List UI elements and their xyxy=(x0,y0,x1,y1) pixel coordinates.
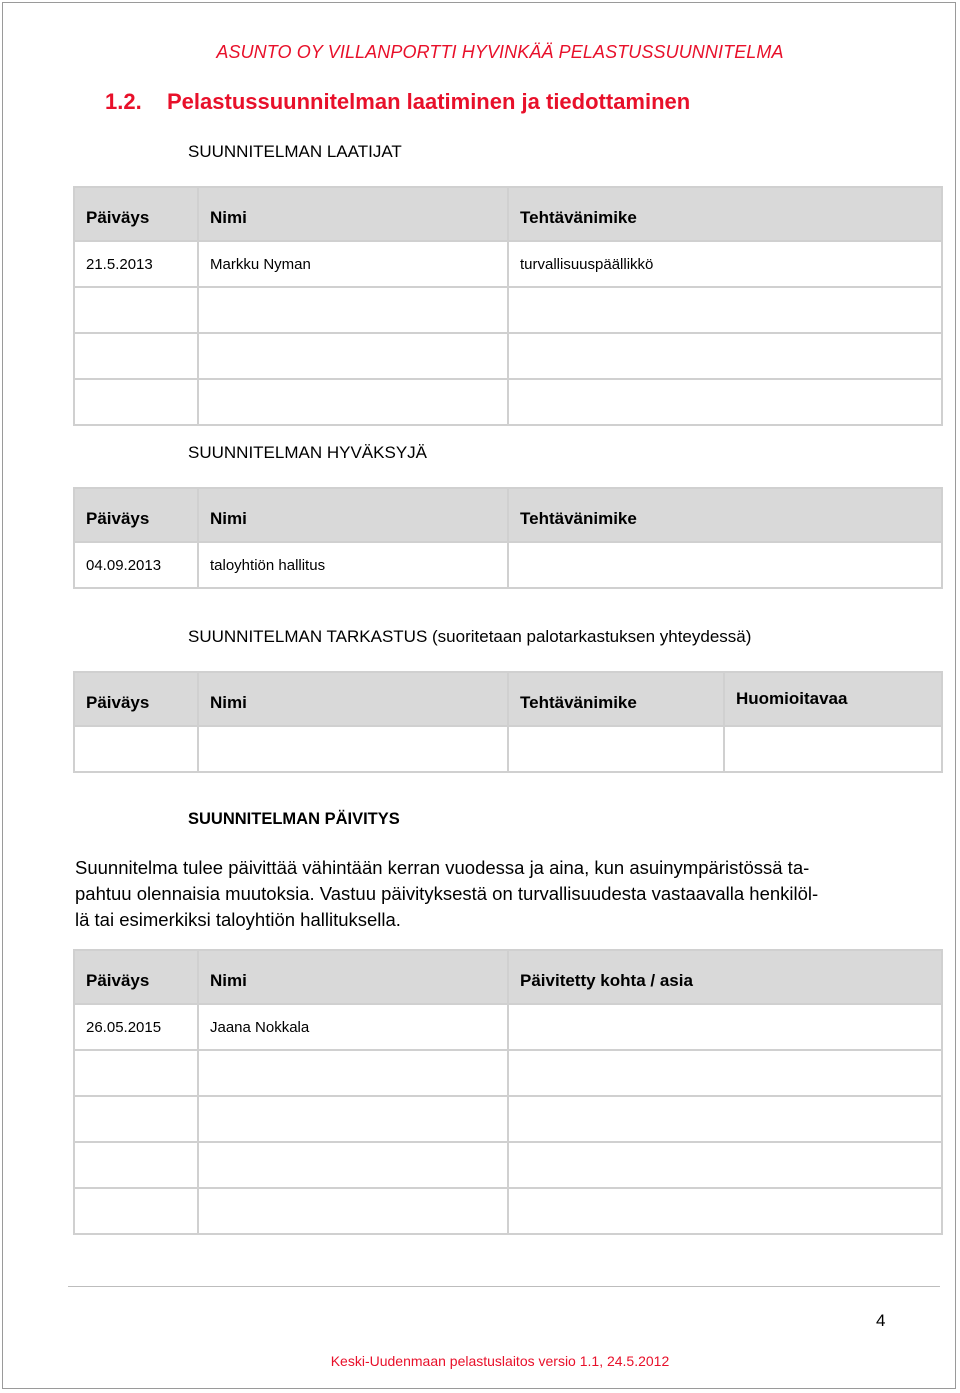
table-row xyxy=(74,1096,942,1142)
column-header-tehtavanimike: Tehtävänimike xyxy=(508,488,942,542)
cell-paivitetty-kohta xyxy=(508,1004,942,1050)
cell-nimi: Markku Nyman xyxy=(198,241,508,287)
tarkastus-heading: SUUNNITELMAN TARKASTUS (suoritetaan palotarkastuksen yhteydessä) xyxy=(188,627,752,646)
cell-nimi xyxy=(198,1050,508,1096)
table-row xyxy=(74,1142,942,1188)
column-header-nimi: Nimi xyxy=(198,488,508,542)
table-row xyxy=(74,1188,942,1234)
cell-tehtavanimike xyxy=(508,726,724,772)
table-row xyxy=(74,241,942,287)
tarkastus-table xyxy=(73,671,943,773)
cell-paivays xyxy=(74,726,198,772)
column-header-tehtavanimike: Tehtävänimike xyxy=(508,187,942,241)
cell-huomioitavaa xyxy=(724,726,942,772)
table-row xyxy=(74,333,942,379)
paragraph-line: pahtuu olennaisia muutoksia. Vastuu päivityksestä on turvallisuudesta vastaavalla henkilöl- xyxy=(75,883,819,904)
cell-paivitetty-kohta xyxy=(508,1188,942,1234)
column-header-paivitetty-kohta: Päivitetty kohta / asia xyxy=(508,950,942,1004)
column-header-paivays: Päiväys xyxy=(74,187,198,241)
hyvaksyja-header-row xyxy=(74,488,942,542)
cell-paivays xyxy=(74,333,198,379)
paivitys-heading: SUUNNITELMAN PÄIVITYS xyxy=(188,810,400,828)
cell-paivays xyxy=(74,287,198,333)
cell-paivays: 21.5.2013 xyxy=(74,241,198,287)
tarkastus-header-row xyxy=(74,672,942,726)
cell-paivitetty-kohta xyxy=(508,1096,942,1142)
section-number: 1.2. xyxy=(105,89,142,114)
column-header-paivays: Päiväys xyxy=(74,672,198,726)
cell-nimi xyxy=(198,726,508,772)
section-heading xyxy=(105,89,690,115)
cell-nimi xyxy=(198,333,508,379)
laatijat-table xyxy=(73,186,943,426)
cell-paivays xyxy=(74,1050,198,1096)
hyvaksyja-heading: SUUNNITELMAN HYVÄKSYJÄ xyxy=(188,443,427,462)
cell-paivays xyxy=(74,379,198,425)
column-header-paivays: Päiväys xyxy=(74,488,198,542)
paragraph-line: Suunnitelma tulee päivittää vähintään kerran vuodessa ja aina, kun asuinympäristössä ta- xyxy=(75,857,810,878)
column-header-huomioitavaa: Huomioitavaa xyxy=(724,672,942,726)
cell-nimi: taloyhtiön hallitus xyxy=(198,542,508,588)
cell-paivays: 04.09.2013 xyxy=(74,542,198,588)
cell-nimi xyxy=(198,287,508,333)
column-header-nimi: Nimi xyxy=(198,672,508,726)
page-number: 4 xyxy=(876,1311,886,1330)
cell-tehtavanimike xyxy=(508,542,942,588)
document-header-title: ASUNTO OY VILLANPORTTI HYVINKÄÄ PELASTUSSUUNNITELMA xyxy=(216,42,784,62)
table-row xyxy=(74,379,942,425)
cell-paivays xyxy=(74,1188,198,1234)
table-row xyxy=(74,1004,942,1050)
cell-nimi xyxy=(198,1142,508,1188)
cell-paivays xyxy=(74,1142,198,1188)
footer-text: Keski-Uudenmaan pelastuslaitos versio 1.1, 24.5.2012 xyxy=(330,1353,670,1369)
laatijat-header-row xyxy=(74,187,942,241)
cell-tehtavanimike xyxy=(508,379,942,425)
cell-paivitetty-kohta xyxy=(508,1142,942,1188)
paivitys-header-row xyxy=(74,950,942,1004)
section-title-text: Pelastussuunnitelman laatiminen ja tiedottaminen xyxy=(167,89,691,114)
cell-paivays xyxy=(74,1096,198,1142)
cell-tehtavanimike xyxy=(508,287,942,333)
cell-nimi xyxy=(198,1096,508,1142)
laatijat-heading: SUUNNITELMAN LAATIJAT xyxy=(188,142,402,161)
cell-tehtavanimike xyxy=(508,333,942,379)
cell-paivays: 26.05.2015 xyxy=(74,1004,198,1050)
table-row xyxy=(74,542,942,588)
cell-tehtavanimike: turvallisuuspäällikkö xyxy=(508,241,942,287)
column-header-nimi: Nimi xyxy=(198,187,508,241)
paivitys-paragraph xyxy=(75,855,935,933)
table-row xyxy=(74,726,942,772)
cell-nimi: Jaana Nokkala xyxy=(198,1004,508,1050)
column-header-nimi: Nimi xyxy=(198,950,508,1004)
cell-paivitetty-kohta xyxy=(508,1050,942,1096)
cell-nimi xyxy=(198,1188,508,1234)
footer-divider xyxy=(68,1286,940,1287)
table-row xyxy=(74,1050,942,1096)
paragraph-line: lä tai esimerkiksi taloyhtiön hallituksella. xyxy=(75,909,401,930)
column-header-paivays: Päiväys xyxy=(74,950,198,1004)
column-header-tehtavanimike: Tehtävänimike xyxy=(508,672,724,726)
hyvaksyja-table xyxy=(73,487,943,589)
cell-nimi xyxy=(198,379,508,425)
paivitys-table xyxy=(73,949,943,1235)
table-row xyxy=(74,287,942,333)
